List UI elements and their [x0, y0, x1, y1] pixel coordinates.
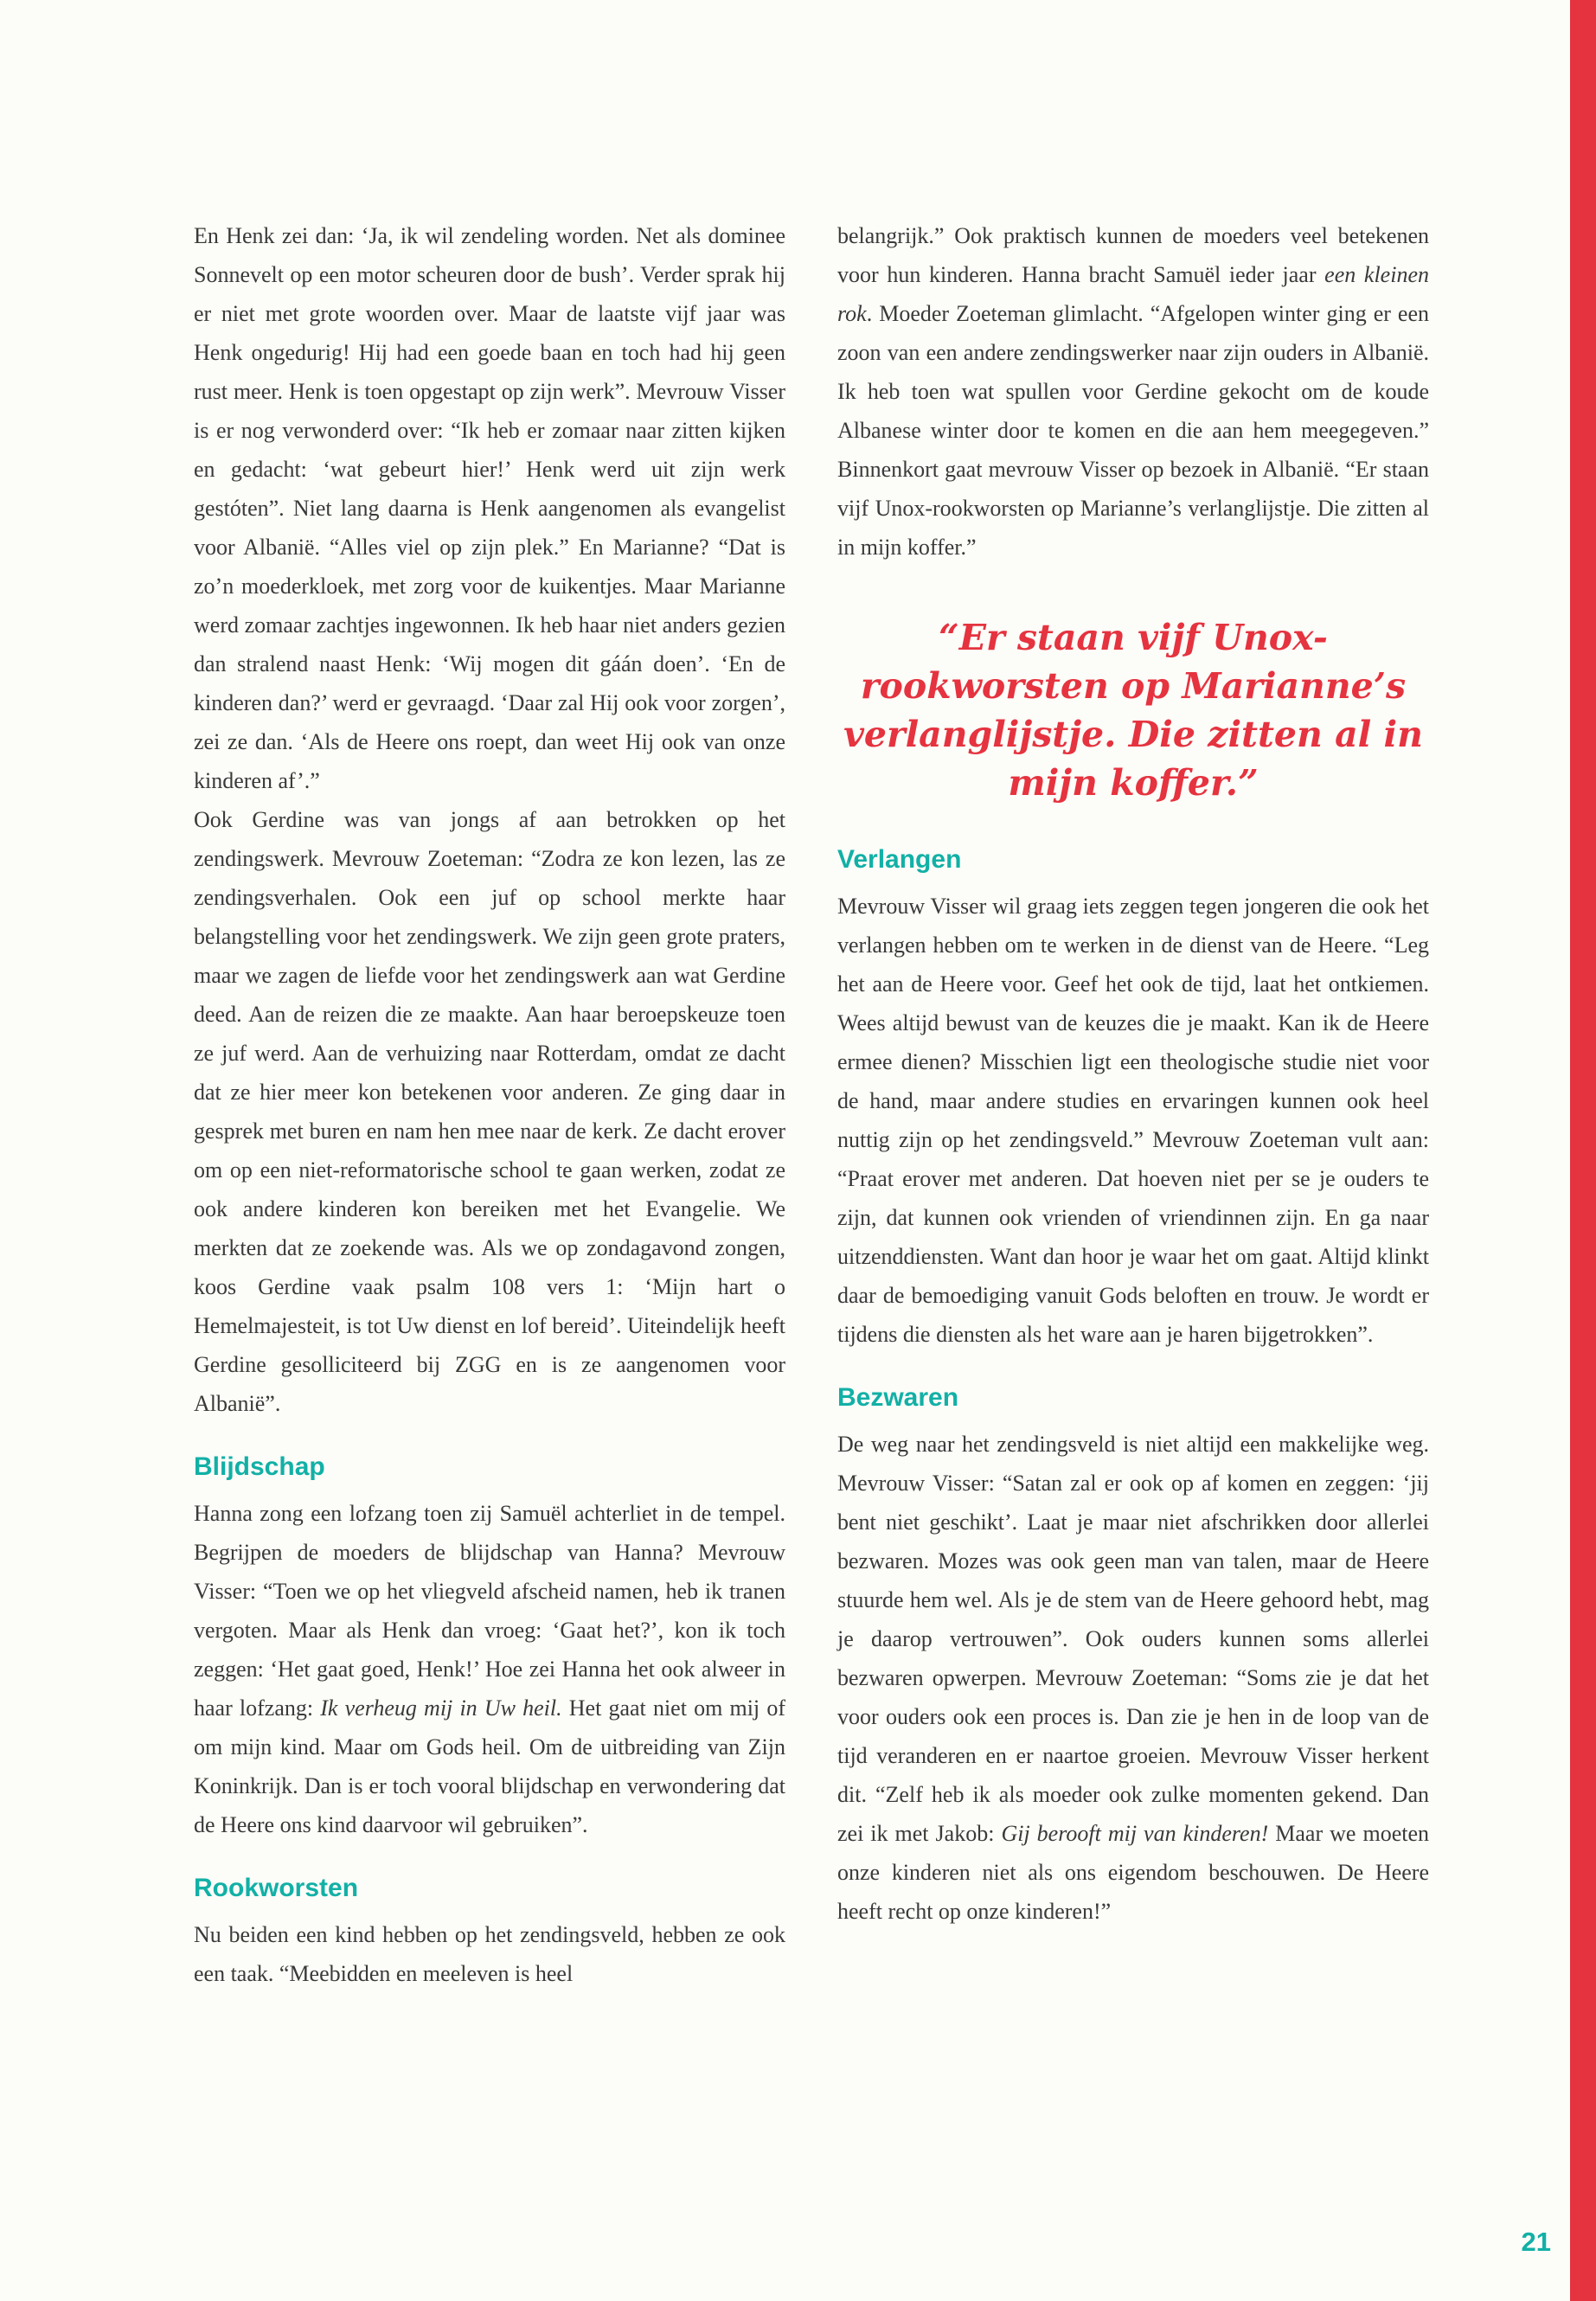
left-column	[194, 216, 785, 1993]
article-content	[194, 216, 1429, 1993]
body-paragraph: Hanna zong een lofzang toen zij Samuël achterliet in de tempel. Begrijpen de moeders de blijdschap van Hanna? Mevrouw Visser: “Toen we op het vliegveld afscheid namen, heb ik tranen vergoten. Maar als Henk dan vroeg: ‘Gaat het?’, kon ik toch zeggen: ‘Het gaat goed, Henk!’ Hoe zei Hanna het ook alweer in haar lofzang: Ik verheug mij in Uw heil. Het gaat niet om mij of om mijn kind. Maar om Gods heil. Om de uitbreiding van Zijn Koninkrijk. Dan is er toch vooral blijdschap en verwondering dat de Heere ons kind daarvoor wil gebruiken”.	[194, 1501, 785, 1837]
page-edge-accent-bar	[1570, 0, 1596, 2301]
body-paragraph: De weg naar het zendingsveld is niet altijd een makkelijke weg. Mevrouw Visser: “Satan zal er ook op af komen en zeggen: ‘jij bent niet geschikt’. Laat je maar niet afschrikken door allerlei bezwaren. Mozes was ook geen man van talen, maar de Heere stuurde hem wel. Als je de stem van de Heere gehoord hebt, mag je daarop vertrouwen”. Ook ouders kunnen soms allerlei bezwaren opwerpen. Mevrouw Zoeteman: “Soms zie je dat het voor ouders ook een proces is. Dan zie je hen in de loop van de tijd veranderen en er naartoe groeien. Mevrouw Visser herkent dit. “Zelf heb ik als moeder ook zulke momenten gekend. Dan zei ik met Jakob: Gij berooft mij van kinderen! Maar we moeten onze kinderen niet als ons eigendom beschouwen. De Heere heeft recht op onze kinderen!”	[837, 1432, 1429, 1924]
section-heading-blijdschap: Blijdschap	[194, 1452, 325, 1481]
section-heading-verlangen: Verlangen	[837, 845, 962, 874]
body-paragraph: Nu beiden een kind hebben op het zendingsveld, hebben ze ook een taak. “Meebidden en meeleven is heel	[194, 1922, 785, 1986]
page-number: 21	[1521, 2227, 1551, 2257]
body-paragraph: En Henk zei dan: ‘Ja, ik wil zendeling worden. Net als dominee Sonnevelt op een motor scheuren door de bush’. Verder sprak hij er niet met grote woorden over. Maar de laatste vijf jaar was Henk ongedurig! Hij had een goede baan en toch had hij geen rust meer. Henk is toen opgestapt op zijn werk”. Mevrouw Visser is er nog verwonderd over: “Ik heb er zomaar naar zitten kijken en gedacht: ‘wat gebeurt hier!’ Henk werd uit zijn werk gestóten”. Niet lang daarna is Henk aangenomen als evangelist voor Albanië. “Alles viel op zijn plek.” En Marianne? “Dat is zo’n moederkloek, met zorg voor de kuikentjes. Maar Marianne werd zomaar zachtjes ingewonnen. Ik heb haar niet anders gezien dan stralend naast Henk: ‘Wij mogen dit gáán doen’. ‘En de kinderen dan?’ werd er gevraagd. ‘Daar zal Hij ook voor zorgen’, zei ze dan. ‘Als de Heere ons roept, dan weet Hij ook van onze kinderen af’.”	[194, 223, 785, 793]
pull-quote: “Er staan vijf Unox-rookworsten op Marianne’s verlanglijstje. Die zitten al in mijn koffer.”	[843, 617, 1423, 804]
section-heading-bezwaren: Bezwaren	[837, 1383, 959, 1412]
body-paragraph: Ook Gerdine was van jongs af aan betrokken op het zendingswerk. Mevrouw Zoeteman: “Zodra ze kon lezen, las ze zendingsverhalen. Ook een juf op school merkte haar belangstelling voor het zendingswerk. We zijn geen grote praters, maar we zagen de liefde voor het zendingswerk aan wat Gerdine deed. Aan de reizen die ze maakte. Aan haar beroepskeuze toen ze juf werd. Aan de verhuizing naar Rotterdam, omdat ze dacht dat ze hier meer kon betekenen voor anderen. Ze ging daar in gesprek met buren en nam hen mee naar de kerk. Ze dacht erover om op een niet-reformatorische school te gaan werken, zodat ze ook andere kinderen kon bereiken met het Evangelie. We merkten dat ze zoekende was. Als we op zondagavond zongen, koos Gerdine vaak psalm 108 vers 1: ‘Mijn hart o Hemelmajesteit, is tot Uw dienst en lof bereid’. Uiteindelijk heeft Gerdine gesolliciteerd bij ZGG en is ze aangenomen voor Albanië”.	[194, 807, 785, 1416]
section-heading-rookworsten: Rookworsten	[194, 1874, 359, 1902]
body-paragraph: belangrijk.” Ook praktisch kunnen de moeders veel betekenen voor hun kinderen. Hanna bracht Samuël ieder jaar een kleinen rok. Moeder Zoeteman glimlacht. “Afgelopen winter ging er een zoon van een andere zendingswerker naar zijn ouders in Albanië. Ik heb toen wat spullen voor Gerdine gekocht om de koude Albanese winter door te komen en die aan hem meegegeven.” Binnenkort gaat mevrouw Visser op bezoek in Albanië. “Er staan vijf Unox-rookworsten op Marianne’s verlanglijstje. Die zitten al in mijn koffer.”	[837, 223, 1429, 560]
right-column	[837, 216, 1429, 1993]
body-paragraph: Mevrouw Visser wil graag iets zeggen tegen jongeren die ook het verlangen hebben om te werken in de dienst van de Heere. “Leg het aan de Heere voor. Geef het ook de tijd, laat het ontkiemen. Wees altijd bewust van de keuzes die je maakt. Kan ik de Heere ermee dienen? Misschien ligt een theologische studie niet voor de hand, maar andere studies en ervaringen kunnen ook heel nuttig zijn op het zendingsveld.” Mevrouw Zoeteman vult aan: “Praat erover met anderen. Dat hoeven niet per se je ouders te zijn, dat kunnen ook vrienden of vriendinnen zijn. En ga naar uitzenddiensten. Want dan hoor je waar het om gaat. Altijd klinkt daar de bemoediging vanuit Gods beloften en trouw. Je wordt er tijdens die diensten als het ware aan je haren bijgetrokken”.	[837, 894, 1429, 1347]
